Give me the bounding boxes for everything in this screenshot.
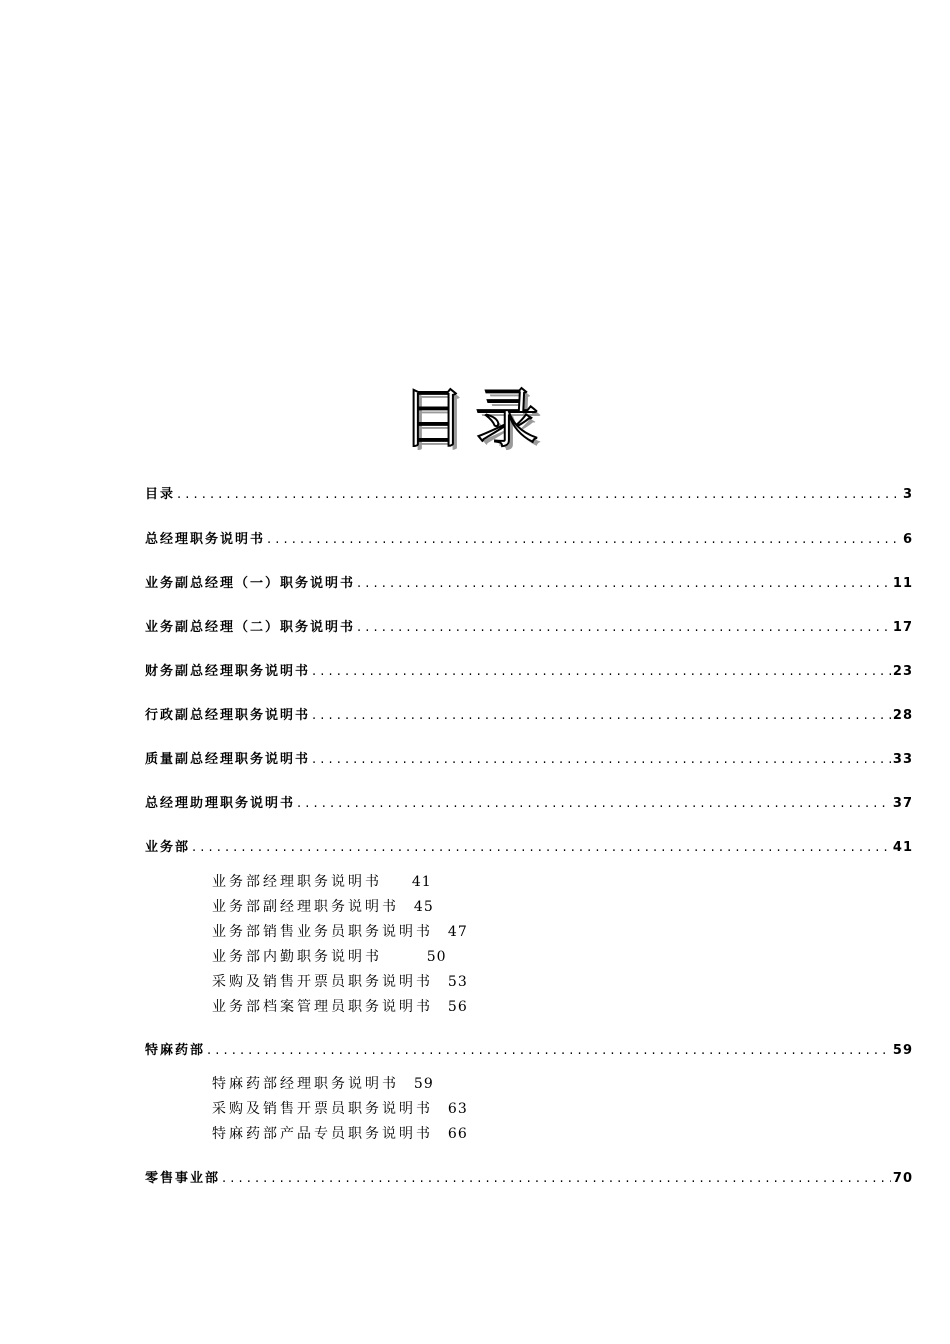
toc-entry-page: 6 xyxy=(902,532,913,547)
toc-entry-page: 11 xyxy=(892,576,913,591)
toc-entry[interactable] xyxy=(145,1169,913,1189)
toc-entry[interactable] xyxy=(145,750,913,770)
sub-entry[interactable] xyxy=(212,920,468,945)
toc-entry-label: 业务副总经理（一）职务说明书 xyxy=(145,576,356,591)
special-dept-sublist xyxy=(212,1072,468,1147)
sub-entry[interactable] xyxy=(212,945,468,970)
sub-entry-page: 59 xyxy=(413,1076,434,1092)
dot-leader xyxy=(312,662,891,682)
toc-entry-label: 质量副总经理职务说明书 xyxy=(145,752,311,767)
dot-leader xyxy=(207,1041,891,1061)
sub-entry-label: 采购及销售开票员职务说明书 xyxy=(212,974,433,990)
toc-entry-page: 37 xyxy=(892,796,913,811)
sub-entry-label: 特麻药部产品专员职务说明书 xyxy=(212,1126,433,1142)
sub-entry-page: 45 xyxy=(413,899,434,915)
sub-entry-label: 业务部档案管理员职务说明书 xyxy=(212,999,433,1015)
toc-entry-label: 目录 xyxy=(145,487,176,502)
sub-entry[interactable] xyxy=(212,1097,468,1122)
toc-entry-label: 财务副总经理职务说明书 xyxy=(145,664,311,679)
toc-entry-page: 70 xyxy=(892,1171,913,1186)
dot-leader xyxy=(267,530,901,550)
sub-entry-page: 47 xyxy=(447,924,468,940)
sub-entry[interactable] xyxy=(212,1122,468,1147)
sub-entry-label: 业务部内勤职务说明书 xyxy=(212,949,382,965)
toc-entry[interactable] xyxy=(145,530,913,550)
toc-entry-label: 总经理助理职务说明书 xyxy=(145,796,296,811)
sub-entry-label: 业务部销售业务员职务说明书 xyxy=(212,924,433,940)
sub-entry-page: 63 xyxy=(447,1101,468,1117)
toc-entry-page: 3 xyxy=(902,487,913,502)
toc-entry-label: 行政副总经理职务说明书 xyxy=(145,708,311,723)
toc-entry-page: 17 xyxy=(892,620,913,635)
dot-leader xyxy=(357,574,891,594)
toc-entry-page: 41 xyxy=(892,840,913,855)
dot-leader xyxy=(357,618,891,638)
sub-entry-label: 业务部副经理职务说明书 xyxy=(212,899,399,915)
toc-entry[interactable] xyxy=(145,485,913,505)
sub-entry-label: 采购及销售开票员职务说明书 xyxy=(212,1101,433,1117)
page-title: 目录 xyxy=(401,383,549,457)
toc-entry-label: 特麻药部 xyxy=(145,1043,206,1058)
dot-leader xyxy=(312,750,891,770)
business-dept-sublist xyxy=(212,870,468,1020)
toc-entry[interactable] xyxy=(145,838,913,858)
toc-entry[interactable] xyxy=(145,574,913,594)
sub-entry[interactable] xyxy=(212,970,468,995)
dot-leader xyxy=(192,838,891,858)
sub-entry-page: 53 xyxy=(447,974,468,990)
sub-entry-page: 50 xyxy=(426,949,447,965)
toc-entry[interactable] xyxy=(145,706,913,726)
sub-entry-label: 特麻药部经理职务说明书 xyxy=(212,1076,399,1092)
toc-entry[interactable] xyxy=(145,662,913,682)
dot-leader xyxy=(222,1169,891,1189)
sub-entry-page: 56 xyxy=(447,999,468,1015)
sub-entry-page: 41 xyxy=(411,874,432,890)
dot-leader xyxy=(312,706,891,726)
sub-entry-label: 业务部经理职务说明书 xyxy=(212,874,382,890)
toc-entry-page: 28 xyxy=(892,708,913,723)
toc-entry-label: 零售事业部 xyxy=(145,1171,221,1186)
toc-entry-page: 59 xyxy=(892,1043,913,1058)
dot-leader xyxy=(297,794,891,814)
toc-entry[interactable] xyxy=(145,1041,913,1061)
toc-entry[interactable] xyxy=(145,618,913,638)
sub-entry[interactable] xyxy=(212,995,468,1020)
toc-entry-label: 业务部 xyxy=(145,840,191,855)
dot-leader xyxy=(177,485,901,505)
sub-entry[interactable] xyxy=(212,895,468,920)
toc-entry-label: 业务副总经理（二）职务说明书 xyxy=(145,620,356,635)
sub-entry[interactable] xyxy=(212,1072,468,1097)
toc-entry[interactable] xyxy=(145,794,913,814)
toc-entry-page: 33 xyxy=(892,752,913,767)
toc-entry-label: 总经理职务说明书 xyxy=(145,532,266,547)
sub-entry[interactable] xyxy=(212,870,468,895)
toc-entry-page: 23 xyxy=(892,664,913,679)
sub-entry-page: 66 xyxy=(447,1126,468,1142)
